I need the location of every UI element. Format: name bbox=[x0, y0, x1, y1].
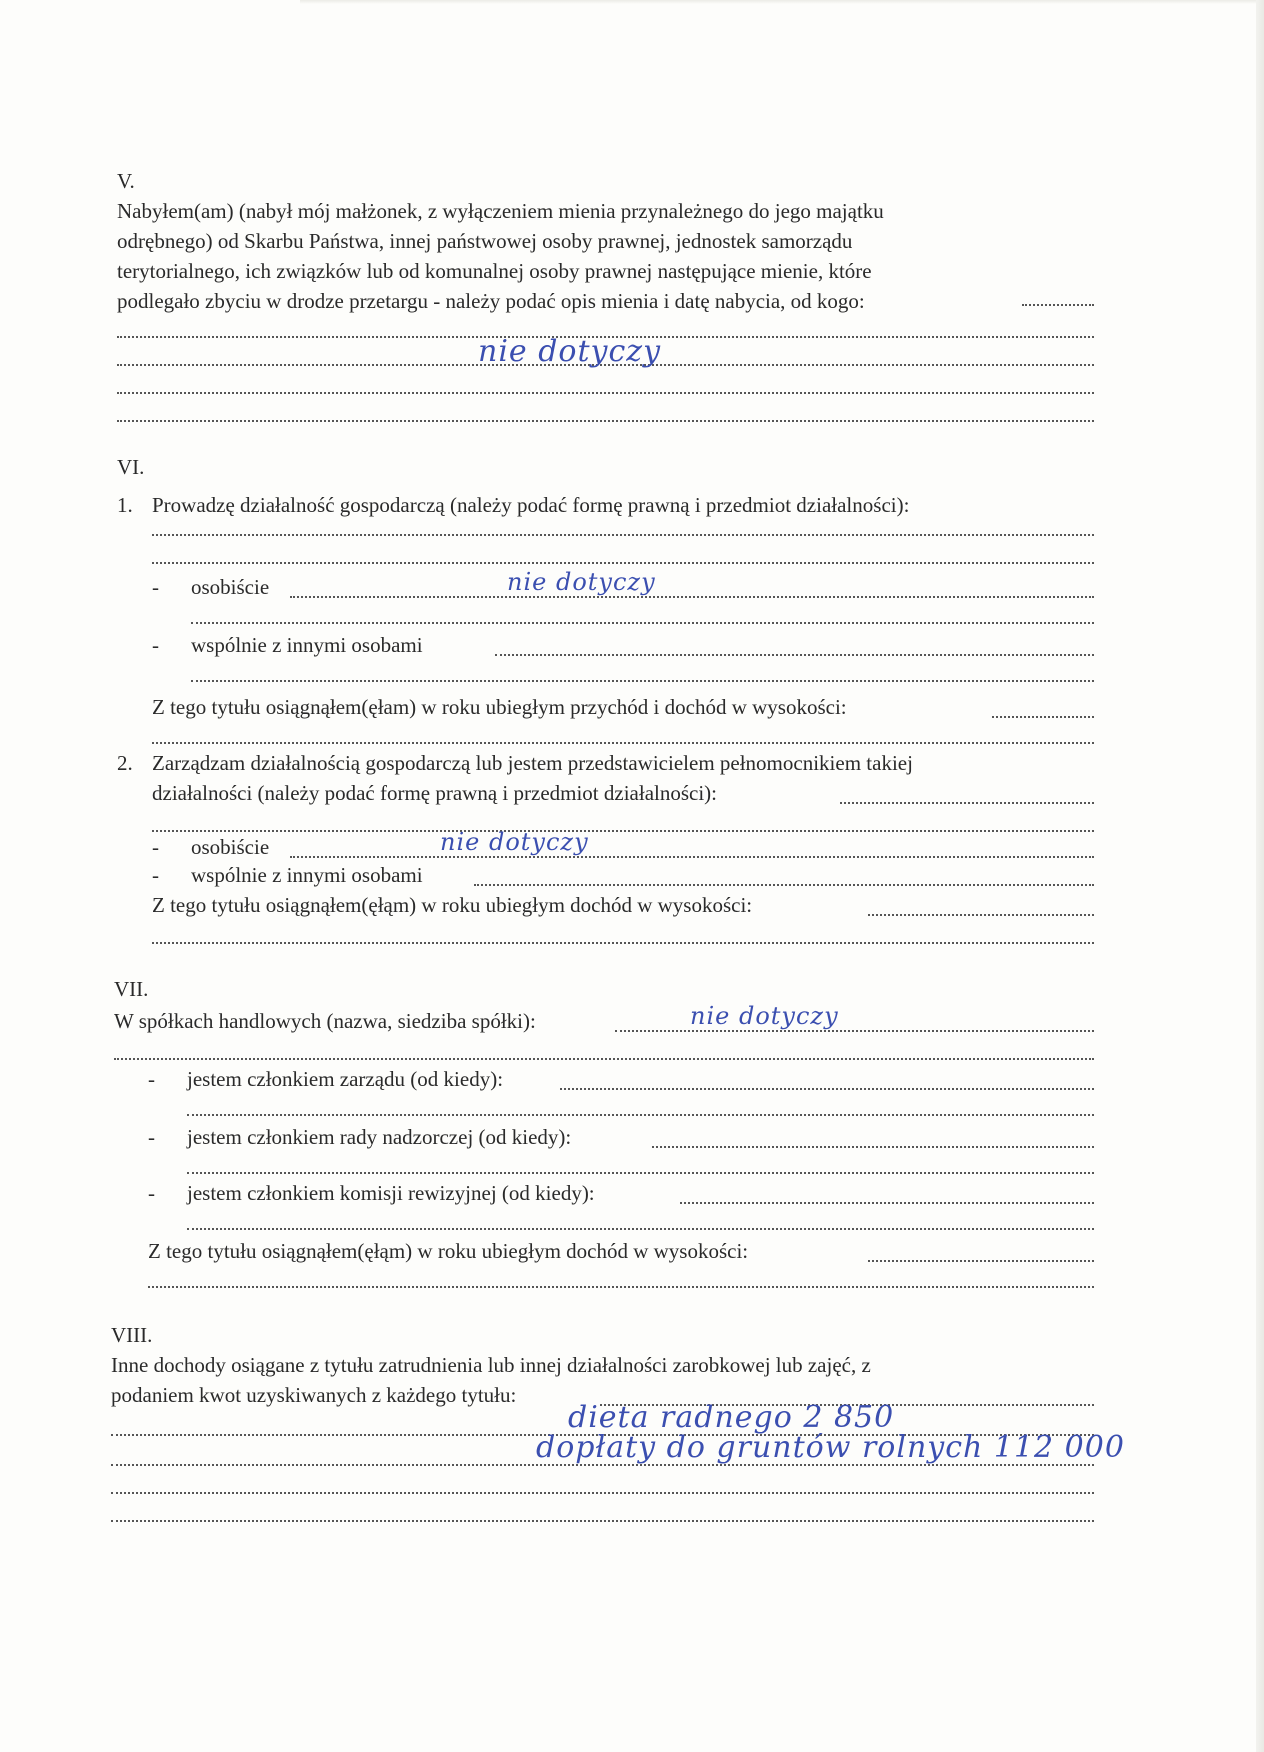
dotted-line bbox=[152, 560, 1094, 564]
section-v-text-line-4: podlegało zbyciu w drodze przetargu - należy podać opis mienia i datę nabycia, od kogo: bbox=[117, 289, 865, 313]
dotted-line bbox=[152, 828, 1094, 832]
dash-bullet: - bbox=[152, 633, 159, 657]
section-viii-handwritten-line-2: dopłaty do gruntów rolnych 112 000 bbox=[536, 1430, 1125, 1465]
section-vi-item1-personal-label: osobiście bbox=[191, 575, 270, 599]
dotted-line bbox=[868, 1258, 1094, 1262]
dotted-line bbox=[615, 1028, 1094, 1032]
section-viii-heading: VIII. bbox=[111, 1323, 153, 1347]
section-vi-item1-personal-handwritten: nie dotyczy bbox=[507, 568, 656, 596]
dotted-line bbox=[652, 1144, 1094, 1148]
section-vi-item1-text: Prowadzę działalność gospodarczą (należy podać formę prawną i przedmiot działalności): bbox=[152, 493, 910, 517]
dotted-line bbox=[191, 620, 1094, 624]
section-vi-item1-number: 1. bbox=[117, 493, 133, 517]
dotted-line bbox=[992, 714, 1094, 718]
section-vi-item1-income-text: Z tego tytułu osiągnąłem(ęłam) w roku ubiegłym przychód i dochód w wysokości: bbox=[152, 695, 847, 719]
section-vii-board-label: jestem członkiem zarządu (od kiedy): bbox=[187, 1067, 504, 1091]
dash-bullet: - bbox=[152, 835, 159, 859]
section-vi-item2-joint-label: wspólnie z innymi osobami bbox=[191, 863, 423, 887]
section-v-text-line-1: Nabyłem(am) (nabył mój małżonek, z wyłączeniem mienia przynależnego do jego majątku bbox=[117, 199, 884, 223]
dotted-line bbox=[1022, 302, 1094, 306]
dotted-line bbox=[152, 532, 1094, 536]
dotted-line bbox=[152, 940, 1094, 944]
section-vi-item2-personal-label: osobiście bbox=[191, 835, 270, 859]
section-v-handwritten-answer: nie dotyczy bbox=[478, 334, 662, 369]
dotted-line bbox=[187, 1170, 1094, 1174]
dash-bullet: - bbox=[148, 1181, 155, 1205]
dotted-line bbox=[191, 678, 1094, 682]
section-viii-text-line-1: Inne dochody osiągane z tytułu zatrudnienia lub innej działalności zarobkowej lub zajęć, z bbox=[111, 1353, 871, 1377]
dash-bullet: - bbox=[148, 1067, 155, 1091]
section-vii-handwritten-answer: nie dotyczy bbox=[690, 1002, 839, 1030]
dotted-line bbox=[680, 1200, 1094, 1204]
section-vi-item2-text-line-1: Zarządzam działalnością gospodarczą lub jestem przedstawicielem pełnomocnikiem takiej bbox=[152, 751, 913, 775]
dotted-line bbox=[187, 1226, 1094, 1230]
dotted-line bbox=[152, 740, 1094, 744]
dash-bullet: - bbox=[152, 575, 159, 599]
section-vii-supervisory-label: jestem członkiem rady nadzorczej (od kiedy): bbox=[187, 1125, 572, 1149]
dotted-line bbox=[117, 390, 1094, 394]
section-v-text-line-3: terytorialnego, ich związków lub od komunalnej osoby prawnej następujące mienie, które bbox=[117, 259, 872, 283]
section-vii-heading: VII. bbox=[114, 977, 149, 1001]
section-vi-heading: VI. bbox=[117, 455, 145, 479]
section-vi-item2-number: 2. bbox=[117, 751, 133, 775]
dotted-line bbox=[111, 1490, 1094, 1494]
dotted-line bbox=[868, 912, 1094, 916]
section-v-heading: V. bbox=[117, 169, 135, 193]
section-v-text-line-2: odrębnego) od Skarbu Państwa, innej państwowej osoby prawnej, jednostek samorządu bbox=[117, 229, 853, 253]
scan-edge-top bbox=[300, 0, 1264, 4]
dotted-line bbox=[290, 854, 1094, 858]
dotted-line bbox=[187, 1112, 1094, 1116]
dotted-line bbox=[495, 652, 1094, 656]
section-vi-item2-income-text: Z tego tytułu osiągnąłem(ęłąm) w roku ubiegłym dochód w wysokości: bbox=[152, 893, 753, 917]
dotted-line bbox=[117, 418, 1094, 422]
dotted-line bbox=[840, 800, 1094, 804]
section-vi-item2-text-line-2: działalności (należy podać formę prawną i przedmiot działalności): bbox=[152, 781, 718, 805]
section-viii-handwritten-line-1: dieta radnego 2 850 bbox=[568, 1400, 895, 1435]
dotted-line bbox=[111, 1518, 1094, 1522]
dash-bullet: - bbox=[148, 1125, 155, 1149]
section-vii-audit-label: jestem członkiem komisji rewizyjnej (od kiedy): bbox=[187, 1181, 595, 1205]
dotted-line bbox=[474, 882, 1094, 886]
dotted-line bbox=[290, 594, 1094, 598]
section-vi-item2-personal-handwritten: nie dotyczy bbox=[440, 828, 589, 856]
dotted-line bbox=[560, 1086, 1094, 1090]
section-vii-income-text: Z tego tytułu osiągnąłem(ęłąm) w roku ubiegłym dochód w wysokości: bbox=[148, 1239, 749, 1263]
dotted-line bbox=[114, 1056, 1094, 1060]
section-vii-text: W spółkach handlowych (nazwa, siedziba spółki): bbox=[114, 1009, 536, 1033]
section-vi-item1-joint-label: wspólnie z innymi osobami bbox=[191, 633, 423, 657]
scan-edge-right bbox=[1256, 0, 1264, 1752]
dash-bullet: - bbox=[152, 863, 159, 887]
dotted-line bbox=[148, 1284, 1094, 1288]
section-viii-text-line-2: podaniem kwot uzyskiwanych z każdego tytułu: bbox=[111, 1383, 517, 1407]
